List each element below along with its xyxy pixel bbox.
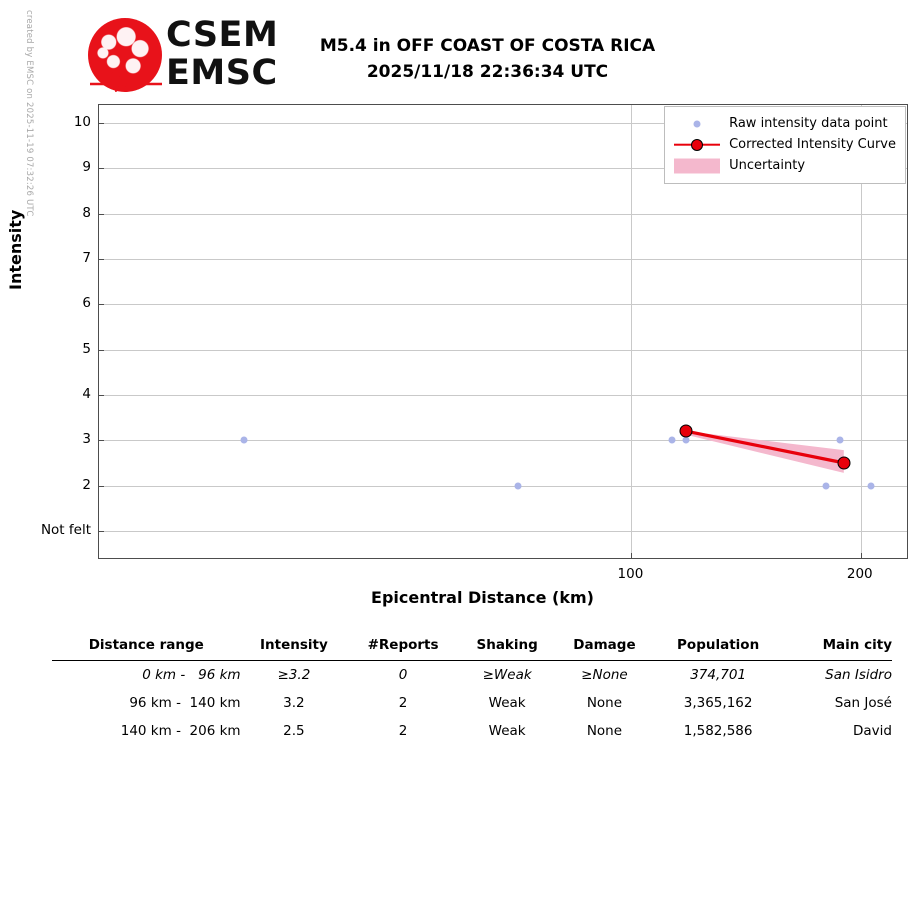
creation-note: created by EMSC on 2025-11-19 07:32:26 UTC (24, 10, 34, 217)
cell-population: 374,701 (690, 667, 747, 683)
y-tick-label: 9 (82, 159, 91, 176)
chart-legend (664, 106, 906, 184)
raw-point-icon (674, 116, 720, 132)
col-distance-range: Distance range (88, 637, 204, 653)
uncertainty-band-icon (674, 158, 720, 174)
col-shaking: Shaking (476, 637, 538, 653)
y-tick-label: 8 (82, 204, 91, 221)
intensity-chart (98, 104, 908, 559)
cell-damage: None (586, 723, 623, 739)
raw-intensity-point (867, 482, 874, 489)
cell-intensity: 3.2 (283, 695, 305, 711)
x-axis-label: Epicentral Distance (km) (371, 588, 594, 607)
raw-intensity-point (240, 437, 247, 444)
y-tick-label: 10 (73, 114, 91, 131)
page-title (0, 33, 915, 85)
table-row (52, 661, 892, 690)
y-tick-label: 4 (82, 385, 91, 402)
cell-reports: 2 (398, 723, 408, 739)
cell-main-city: David (853, 723, 892, 739)
col-population: Population (677, 637, 760, 653)
raw-intensity-point (837, 437, 844, 444)
y-tick-label: 3 (82, 431, 91, 448)
col-main-city: Main city (822, 637, 892, 653)
raw-intensity-point (822, 482, 829, 489)
legend-label-raw: Raw intensity data point (729, 116, 888, 131)
y-axis-label: Intensity (6, 209, 25, 290)
cell-main-city: San Isidro (825, 667, 892, 683)
cell-main-city: San José (834, 695, 892, 711)
logo-line-emsc: EMSC (166, 53, 278, 93)
cell-damage: None (586, 695, 623, 711)
table-row (52, 717, 892, 745)
title-line-2: 2025/11/18 22:36:34 UTC (366, 62, 609, 82)
x-tick-label: 100 (617, 566, 644, 582)
cell-shaking: Weak (488, 723, 526, 739)
y-tick-label: 7 (82, 250, 91, 267)
cell-intensity: 2.5 (283, 723, 305, 739)
corrected-intensity-point (837, 456, 850, 469)
col-reports: #Reports (367, 637, 439, 653)
cell-distance-range: 140 km - 206 km (120, 723, 241, 739)
cell-distance-range: 96 km - 140 km (129, 695, 241, 711)
legend-item-corrected (674, 134, 896, 155)
cell-reports: 2 (398, 695, 408, 711)
legend-item-uncertainty (674, 155, 896, 176)
corrected-curve-icon (674, 137, 720, 153)
title-line-1: M5.4 in OFF COAST OF COSTA RICA (319, 36, 656, 56)
y-tick-label: 6 (82, 295, 91, 312)
cell-distance-range: 0 km - 96 km (142, 667, 241, 683)
cell-population: 1,582,586 (683, 723, 753, 739)
table-row (52, 689, 892, 717)
y-tick-label: 5 (82, 340, 91, 357)
logo-line-csem: CSEM (166, 15, 279, 55)
raw-intensity-point (515, 482, 522, 489)
cell-shaking: Weak (488, 695, 526, 711)
col-intensity: Intensity (260, 637, 328, 653)
y-tick-label: Not felt (40, 521, 91, 538)
table-header-row (52, 637, 892, 661)
cell-population: 3,365,162 (683, 695, 753, 711)
cell-shaking: ≥Weak (482, 667, 532, 683)
legend-item-raw (674, 113, 896, 134)
corrected-intensity-line (686, 431, 844, 463)
legend-label-uncertainty: Uncertainty (729, 158, 806, 173)
col-damage: Damage (573, 637, 636, 653)
corrected-intensity-point (680, 425, 693, 438)
raw-intensity-point (683, 437, 690, 444)
cell-damage: ≥None (581, 667, 628, 683)
legend-label-corrected: Corrected Intensity Curve (729, 137, 896, 152)
cell-reports: 0 (398, 667, 408, 683)
x-tick-label: 200 (846, 566, 873, 582)
summary-table (52, 637, 892, 745)
cell-intensity: ≥3.2 (277, 667, 311, 683)
y-tick-label: 2 (82, 476, 91, 493)
raw-intensity-point (668, 437, 675, 444)
